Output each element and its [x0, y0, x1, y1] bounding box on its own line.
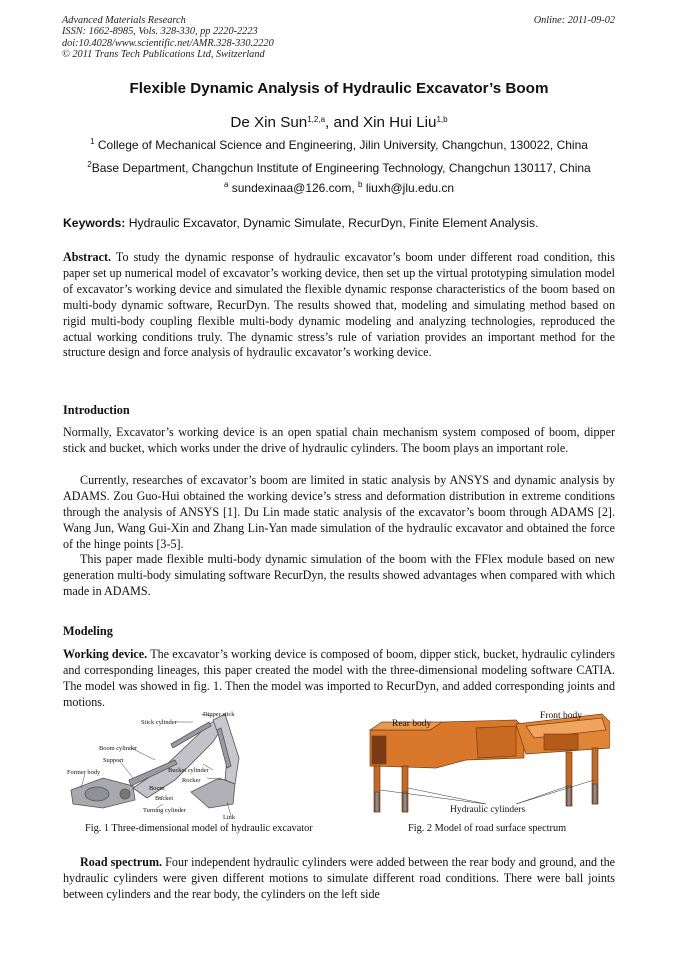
label-link: Link [223, 814, 236, 820]
abstract-label: Abstract. [63, 250, 112, 264]
affiliation-2-num: 2 [87, 160, 92, 169]
email-b-sup: b [358, 180, 363, 189]
intro-paragraph-1: Normally, Excavator’s working device is an open spatial chain mechanism system composed of boom, dipper stick and bucket, which works under the drive of hydraulic cylinders. The boom plays an important role. [63, 425, 615, 455]
affiliation-1-text: College of Mechanical Science and Engineering, Jilin University, Changchun, 130022, China [97, 138, 588, 152]
label-front-body: Front body [540, 711, 582, 721]
paper-title: Flexible Dynamic Analysis of Hydraulic Excavator’s Boom [129, 80, 549, 97]
abstract-text: To study the dynamic response of hydraulic excavator’s boom under different road condition, this paper set up numerical model of excavator’s working device, then set up the virtual prototyping simulation model of excavator’s working device and simulated the flexible dynamic response characteristics of the boom based on multi-body dynamic software, RecurDyn. The results showed that, modeling and simulating method based on rigid multi-body coupling flexible multi-body dynamic modeling and analyzing technologies, reproduced the actual working conditions truly. The dynamic stress’s rule of variation provides an important method for the structure design and force analysis of hydraulic excavator’s working device. [63, 250, 615, 360]
label-stick-cylinder: Stick cylinder [141, 719, 177, 726]
affiliation-2-text: Base Department, Changchun Institute of Engineering Technology, Changchun 130117, China [91, 161, 591, 175]
figure-1-caption: Fig. 1 Three-dimensional model of hydraulic excavator [85, 823, 313, 834]
road-spectrum-paragraph [63, 855, 615, 903]
intro-paragraph-2: Currently, researches of excavator’s boom are limited in static analysis by ANSYS and dynamic analysis by ADAMS. Zou Guo-Hui obtained the working device’s stress and deformation distribution in extreme conditions through the analysis of ANSYS [1]. Du Lin made static analysis of the excavator’s boom through ADAMS [2]. Wang Jun, Wang Gui-Xin and Zhang Lin-Yan made simulation of the hydraulic excavator and obtained the force of the hinge points [3-5]. [63, 473, 615, 551]
label-bucket: Bucket [155, 795, 174, 802]
email-a: sundexinaa@126.com, [231, 181, 359, 195]
journal-name: Advanced Materials Research [62, 15, 186, 26]
author-separator: , and [325, 114, 364, 131]
affiliation-1 [0, 138, 678, 152]
author-1-sup: 1,2,a [307, 115, 326, 124]
keywords-label: Keywords: [63, 216, 126, 230]
email-line [0, 181, 678, 195]
label-rocker: Rocker [182, 777, 201, 784]
label-rear-body: Rear body [392, 719, 432, 729]
figure-2-caption: Fig. 2 Model of road surface spectrum [408, 823, 567, 834]
modeling-heading: Modeling [63, 624, 113, 638]
label-boom-cylinder: Boom cylinder [99, 745, 138, 752]
road-spectrum-label: Road spectrum. [80, 855, 163, 869]
label-turning-cylinder: Turning cylinder [143, 807, 186, 814]
label-hydraulic-cylinders: Hydraulic cylinders [450, 805, 526, 815]
abstract [63, 250, 615, 361]
email-b: liuxh@jlu.edu.cn [365, 181, 455, 195]
label-boom: Boom [149, 785, 165, 792]
affiliation-2 [0, 161, 678, 175]
figure-1 [63, 708, 335, 820]
authors-line [0, 114, 678, 131]
keywords [63, 216, 538, 230]
affiliation-1-num: 1 [90, 137, 95, 146]
working-device-text: The excavator’s working device is composed of boom, dipper stick, bucket, hydraulic cylinders and corresponding lineages, this paper created the model with the three-dimensional modeling software CATIA. The model was showed in fig. 1. Then the model was imported to RecurDyn, and added corresponding joints and motions. [63, 647, 615, 709]
road-spectrum-text: Four independent hydraulic cylinders were added between the rear body and ground, and the hydraulic cylinders were given different motions to simulate different road conditions. There were ball joints between cylinders and the rear body, the cylinders on the left side [63, 855, 615, 901]
working-device-label: Working device. [63, 647, 148, 661]
journal-header [62, 15, 274, 60]
label-support: Support [103, 757, 124, 764]
email-a-sup: a [223, 180, 229, 189]
issn-line: ISSN: 1662-8985, Vols. 328-330, pp 2220-2223 [62, 26, 258, 38]
online-date: Online: 2011-09-02 [533, 15, 615, 26]
working-device-paragraph [63, 647, 615, 711]
label-bucket-cylinder: Bucket cylinder [168, 767, 209, 774]
doi-line: doi:10.4028/www.scientific.net/AMR.328-330.2220 [62, 37, 274, 49]
keywords-text: Hydraulic Excavator, Dynamic Simulate, RecurDyn, Finite Element Analysis. [125, 216, 539, 230]
label-former-body: Former body [67, 769, 101, 776]
copyright-line: © 2011 Trans Tech Publications Ltd, Switzerland [62, 48, 265, 60]
author-1: De Xin Sun [230, 114, 308, 131]
excavator-model-illustration [63, 708, 335, 820]
road-spectrum-illustration [366, 708, 610, 820]
author-2-sup: 1,b [436, 115, 448, 124]
introduction-heading: Introduction [63, 403, 130, 417]
figure-2 [366, 708, 610, 820]
label-dipper-stick: Dipper stick [203, 711, 235, 718]
intro-paragraph-3: This paper made flexible multi-body dynamic simulation of the boom with the FFlex module based on new generation multi-body simulating software RecurDyn, the results showed advantages when compared with which made in ADAMS. [63, 552, 615, 598]
author-2: Xin Hui Liu [363, 114, 437, 131]
